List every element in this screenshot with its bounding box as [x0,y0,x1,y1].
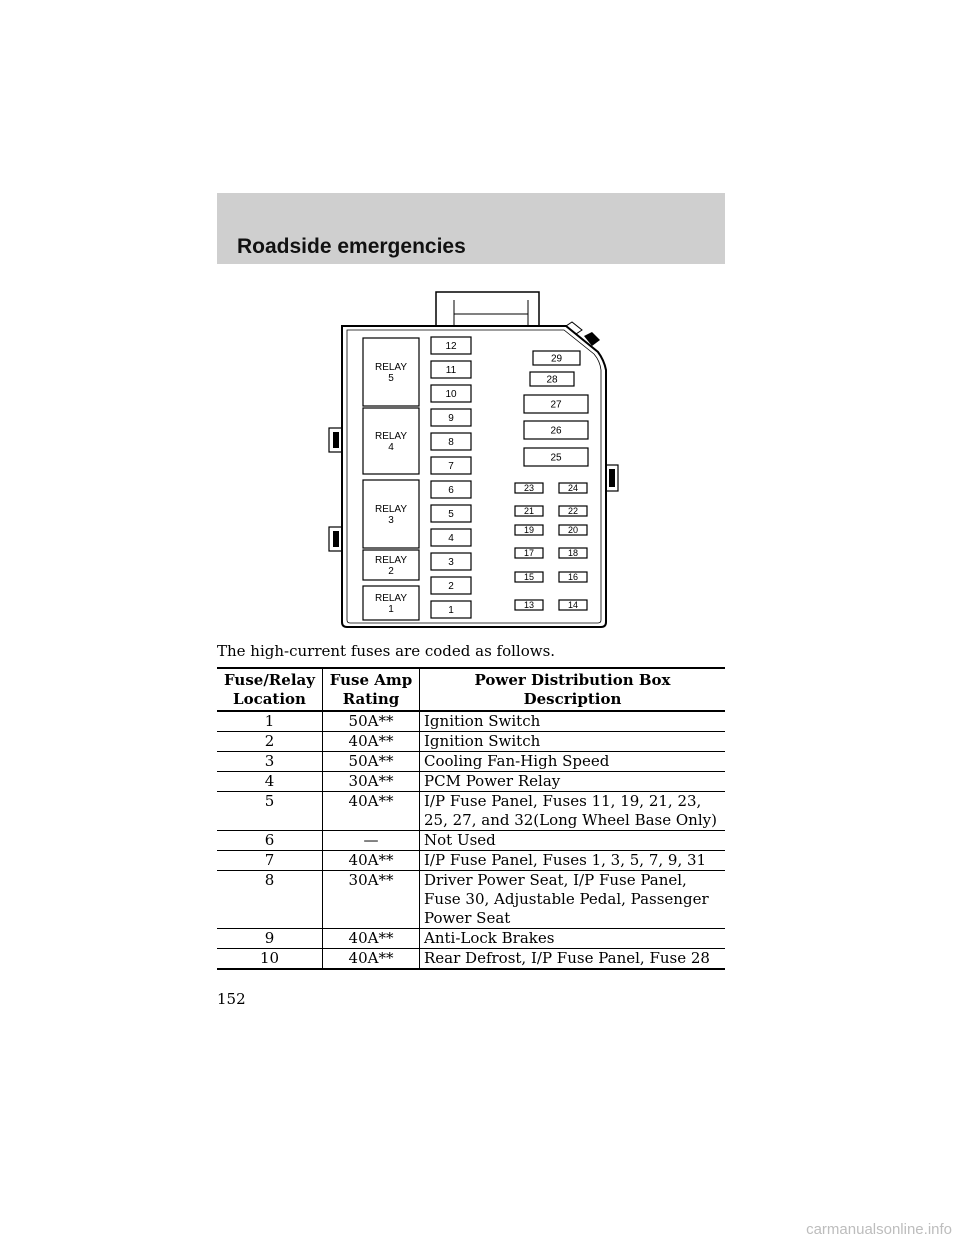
cell-rating: 40A** [323,851,420,871]
relay-2 [363,550,419,580]
fuse-18-label: 18 [567,548,579,559]
fuse-27 [524,395,588,413]
cell-location: 3 [217,752,323,772]
fuse-2-label: 2 [448,581,454,592]
fuse-14-label: 14 [567,600,579,611]
section-title: Roadside emergencies [237,235,466,258]
table-row [217,772,725,792]
relay-5 [363,338,419,406]
fuse-5-label: 5 [448,509,454,520]
fuse-19-label: 19 [523,525,535,536]
relay-1-label: RELAY 1 [374,593,408,615]
col-header-rating: Fuse Amp Rating [323,668,420,711]
table-row [217,851,725,871]
fuse-12-label: 12 [445,341,457,352]
fuse-29 [533,351,580,365]
cell-rating: 50A** [323,711,420,732]
table-row [217,871,725,929]
fuse-22 [559,506,587,516]
fuse-15-label: 15 [523,572,535,583]
table-row [217,831,725,851]
cell-rating: 40A** [323,792,420,831]
fuse-14 [559,600,587,610]
relay-5-label: RELAY 5 [374,362,408,384]
relay-3 [363,480,419,548]
fuse-6-label: 6 [448,485,454,496]
fuse-29-label: 29 [550,353,563,365]
intro-text: The high-current fuses are coded as follows. [217,642,556,660]
cell-rating: 40A** [323,929,420,949]
fuse-9 [431,409,471,426]
fuse-table [217,667,725,970]
fuse-8-label: 8 [448,437,454,448]
table-row [217,752,725,772]
fuse-27-label: 27 [550,399,562,411]
fuse-28-label: 28 [546,374,558,386]
cell-description: Rear Defrost, I/P Fuse Panel, Fuse 28 [420,949,726,970]
fuse-2 [431,577,471,594]
cell-location: 5 [217,792,323,831]
fuse-21 [515,506,543,516]
cell-location: 10 [217,949,323,970]
fuse-13-label: 13 [523,600,535,611]
fuse-23 [515,483,543,493]
fuse-13 [515,600,543,610]
fuse-10-label: 10 [445,389,457,400]
col-header-description: Power Distribution Box Description [420,668,726,711]
cell-description: PCM Power Relay [420,772,726,792]
table-row [217,732,725,752]
cell-description: Driver Power Seat, I/P Fuse Panel, Fuse 30, Adjustable Pedal, Passenger Power Seat [420,871,726,929]
cell-location: 7 [217,851,323,871]
fuse-1 [431,601,471,618]
cell-rating: — [323,831,420,851]
fuse-19 [515,525,543,535]
cell-description: Cooling Fan-High Speed [420,752,726,772]
fuse-11-label: 11 [445,365,457,376]
fuse-4 [431,529,471,546]
fuse-17 [515,548,543,558]
relay-4 [363,408,419,474]
cell-location: 2 [217,732,323,752]
cell-location: 6 [217,831,323,851]
fuse-25 [524,448,588,466]
fuse-17-label: 17 [523,548,535,559]
cell-description: Ignition Switch [420,732,726,752]
cell-rating: 30A** [323,772,420,792]
fuse-26 [524,421,588,439]
cell-location: 9 [217,929,323,949]
cell-rating: 50A** [323,752,420,772]
fuse-25-label: 25 [550,452,562,464]
fuse-28 [530,372,574,386]
fuse-24-label: 24 [567,483,579,494]
fuse-4-label: 4 [448,533,454,544]
cell-location: 4 [217,772,323,792]
fuse-11 [431,361,471,378]
cell-description: I/P Fuse Panel, Fuses 1, 3, 5, 7, 9, 31 [420,851,726,871]
fuse-18 [559,548,587,558]
fuse-1-label: 1 [448,605,454,616]
cell-rating: 30A** [323,871,420,929]
fuse-15 [515,572,543,582]
cell-location: 1 [217,711,323,732]
fuse-12 [431,337,471,354]
section-header [217,193,725,264]
cell-rating: 40A** [323,949,420,970]
relay-4-label: RELAY 4 [374,431,408,453]
fuse-3 [431,553,471,570]
table-row [217,792,725,831]
relay-3-label: RELAY 3 [374,504,408,526]
table-row [217,949,725,970]
cell-description: Anti-Lock Brakes [420,929,726,949]
fuse-26-label: 26 [550,425,562,437]
fuse-16 [559,572,587,582]
col-header-location: Fuse/Relay Location [217,668,323,711]
fuse-10 [431,385,471,402]
fuse-7 [431,457,471,474]
fuse-8 [431,433,471,450]
fuse-5 [431,505,471,522]
table-header-row [217,668,725,711]
fuse-24 [559,483,587,493]
fuse-20 [559,525,587,535]
cell-description: Ignition Switch [420,711,726,732]
fuse-7-label: 7 [448,461,454,472]
fuse-3-label: 3 [448,557,454,568]
cell-rating: 40A** [323,732,420,752]
page-number: 152 [217,990,246,1008]
fuse-22-label: 22 [567,506,579,517]
watermark: carmanualsonline.info [806,1221,952,1238]
fuse-box-diagram [320,290,630,630]
fuse-9-label: 9 [448,413,454,424]
cell-description: I/P Fuse Panel, Fuses 11, 19, 21, 23, 25, 27, and 32(Long Wheel Base Only) [420,792,726,831]
relay-2-label: RELAY 2 [374,555,408,577]
cell-location: 8 [217,871,323,929]
cell-description: Not Used [420,831,726,851]
table-row [217,929,725,949]
fuse-21-label: 21 [523,506,535,517]
fuse-23-label: 23 [523,483,535,494]
fuse-6 [431,481,471,498]
relay-1 [363,586,419,620]
fuse-16-label: 16 [567,572,579,583]
table-row [217,711,725,732]
fuse-20-label: 20 [567,525,579,536]
